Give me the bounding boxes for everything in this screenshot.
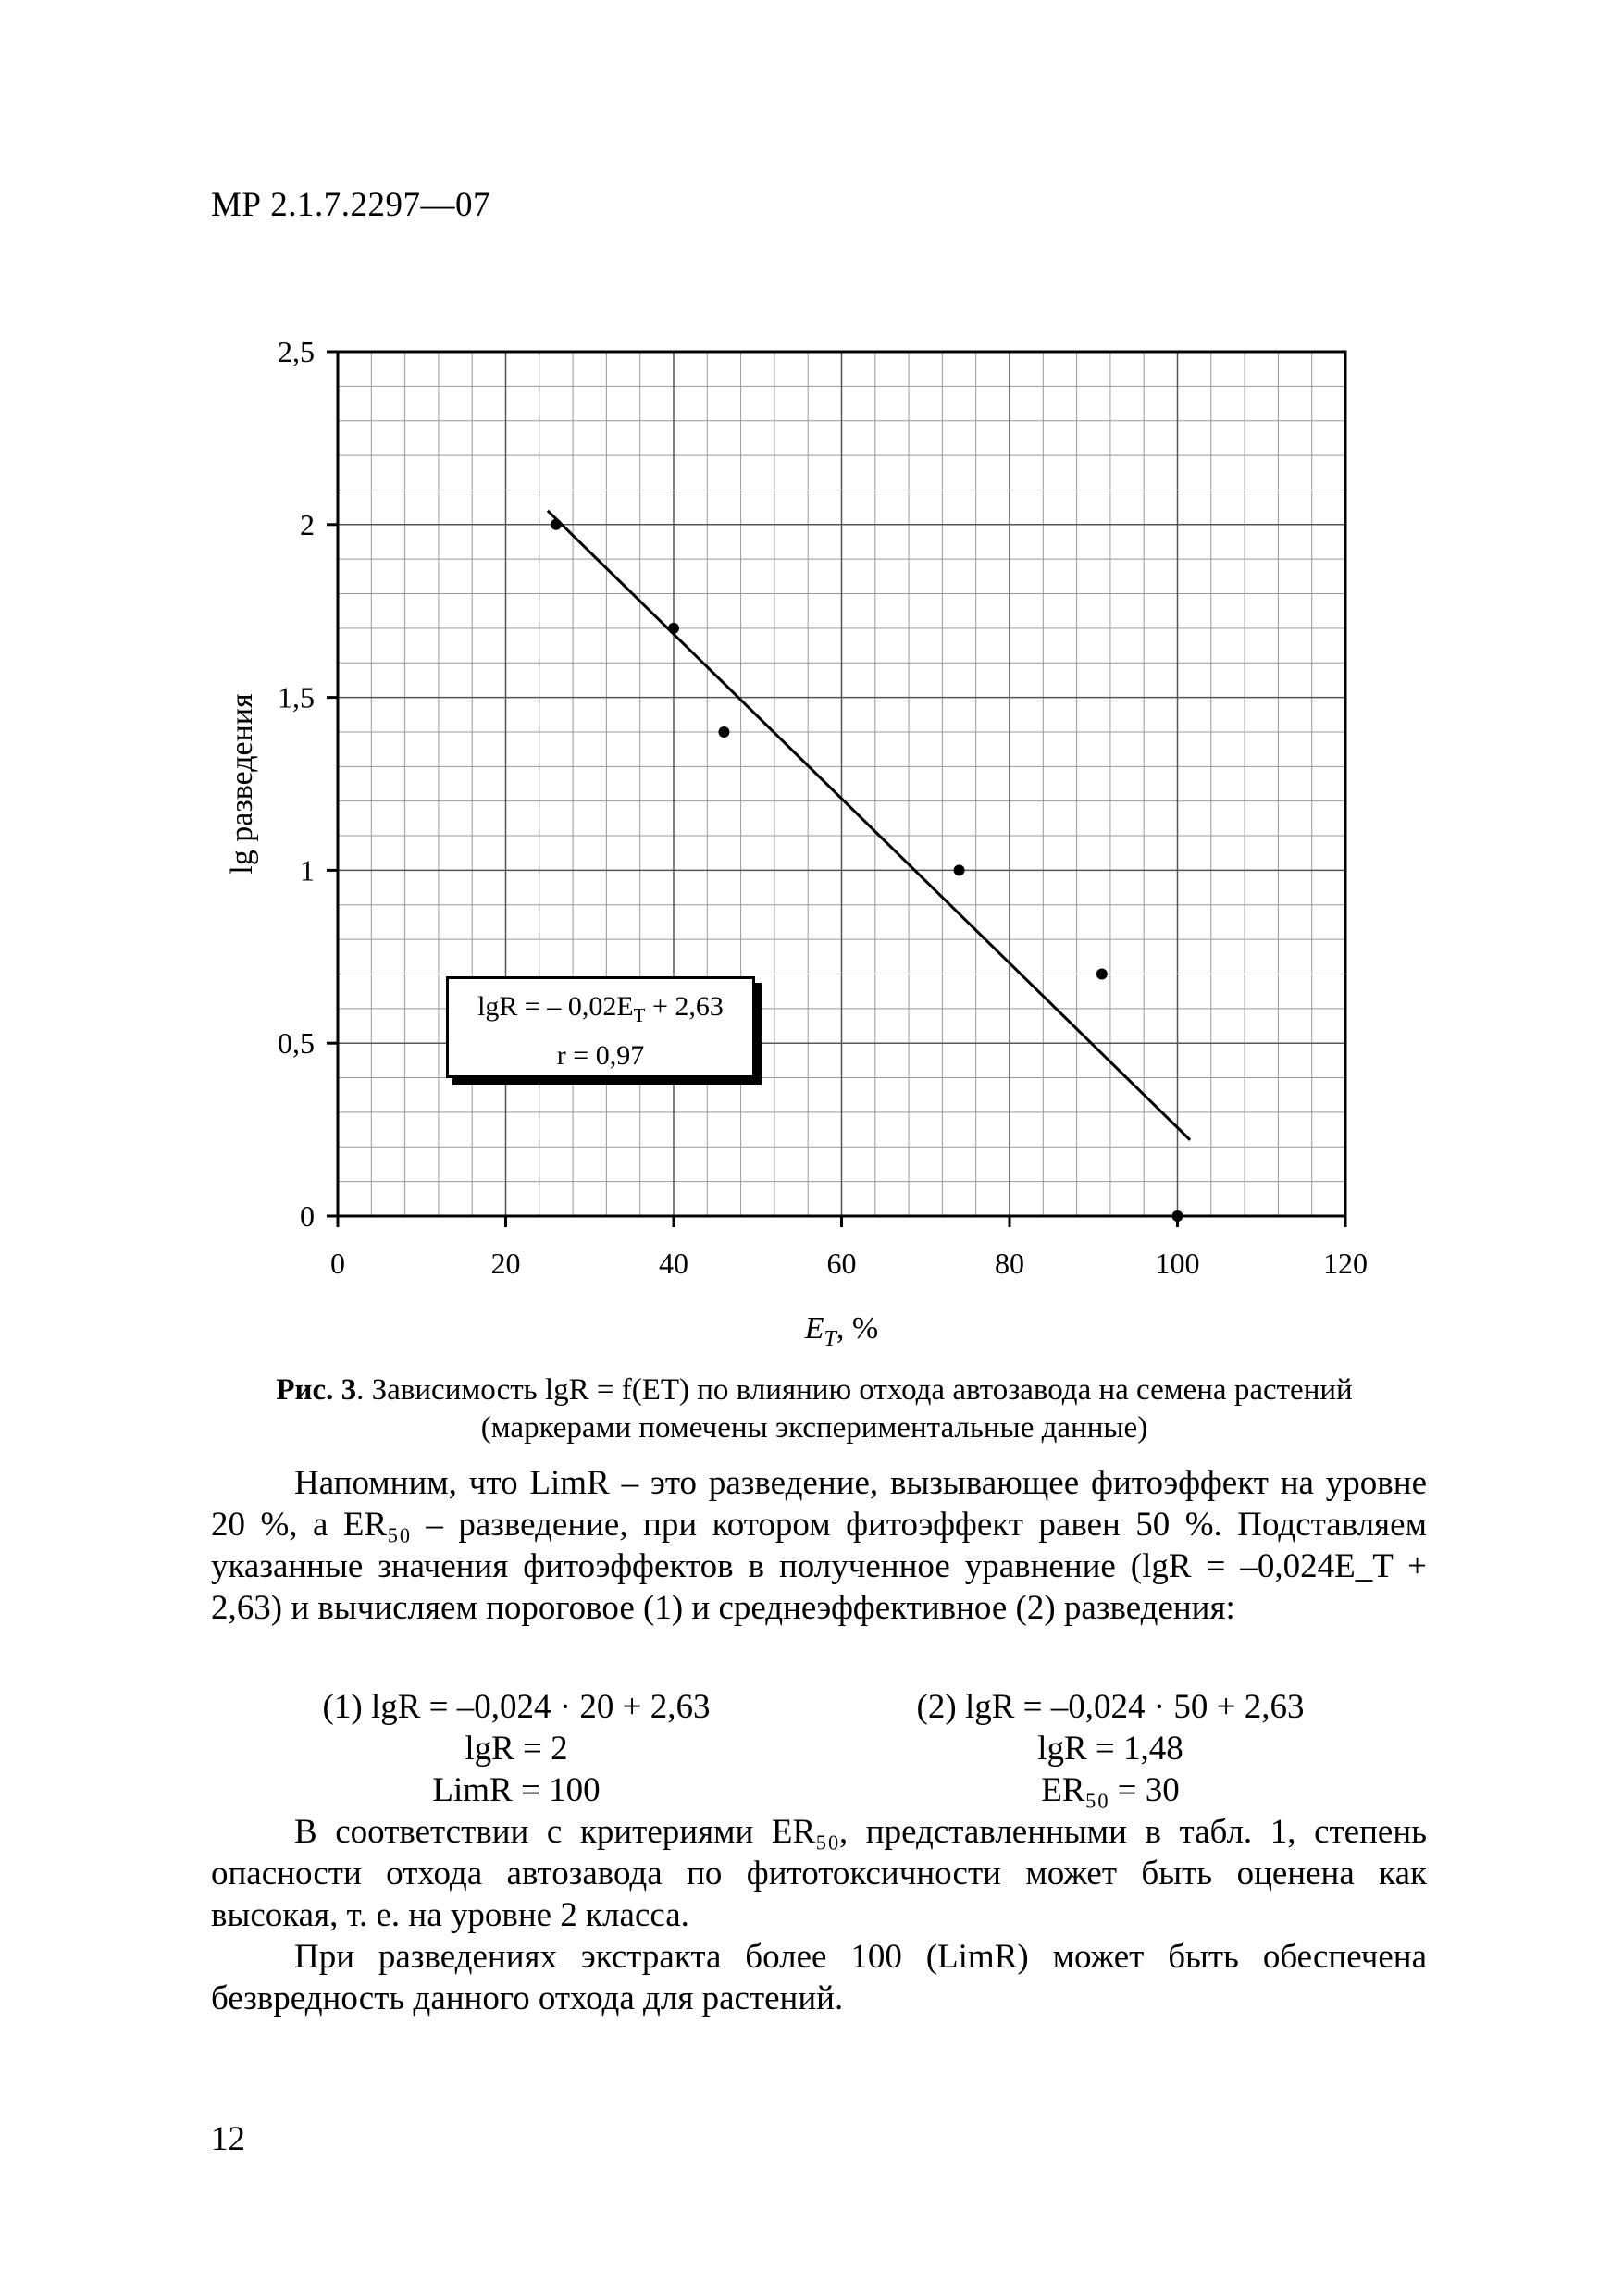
x-label-subscript: T <box>824 1327 836 1351</box>
x-tick-label: 40 <box>659 1247 688 1280</box>
y-axis-ticks <box>278 335 338 1233</box>
formula-line: (1) lgR = –0,024 · 20 + 2,63 <box>322 1688 711 1726</box>
equation-subscript: T <box>633 1004 646 1026</box>
y-axis-label: lg разведения <box>225 693 259 875</box>
figure-caption <box>259 1371 1369 1447</box>
caption-label: Рис. 3 <box>276 1373 357 1407</box>
formula-line: LimR = 100 <box>432 1771 601 1809</box>
paragraph-text: При разведениях экстракта более 100 (LimR) может быть обеспечена безвредность данного отхода для растений. <box>211 1938 1427 2017</box>
body-paragraph-1 <box>211 1462 1427 1629</box>
equation-text: lgR = – 0,02E <box>477 991 634 1022</box>
x-tick-label: 80 <box>995 1247 1024 1280</box>
formula-line: lgR = 2 <box>465 1730 568 1768</box>
y-tick-label: 1 <box>300 853 315 887</box>
correlation-line: r = 0,97 <box>556 1040 645 1071</box>
data-point <box>668 623 679 634</box>
y-tick-label: 2 <box>300 507 315 541</box>
x-tick-label: 20 <box>490 1247 521 1280</box>
data-point <box>551 519 562 530</box>
formula-column-left <box>322 1686 711 1811</box>
regression-equation-box <box>446 976 755 1078</box>
data-point <box>1172 1210 1183 1222</box>
document-header: МР 2.1.7.2297—07 <box>211 186 490 224</box>
x-tick-label: 120 <box>1323 1247 1368 1280</box>
caption-text: . Зависимость lgR = f(ET) по влиянию отхода автозавода на семена растений (маркерами помечены экспериментальные данные) <box>356 1373 1353 1445</box>
data-point <box>718 726 729 738</box>
x-label-var: E <box>804 1311 824 1346</box>
x-tick-label: 100 <box>1155 1247 1200 1280</box>
data-point <box>954 864 965 875</box>
formula-line: lgR = 1,48 <box>1037 1730 1183 1768</box>
x-axis-label <box>804 1311 878 1351</box>
chart-grid-major <box>338 352 1345 1216</box>
y-tick-label: 0,5 <box>278 1026 315 1061</box>
body-paragraphs-2-3 <box>211 1811 1427 2019</box>
y-tick-label: 1,5 <box>278 680 315 714</box>
formula-column-right <box>916 1686 1305 1811</box>
paragraph-text: В соответствии с критериями ER₅₀, представленными в табл. 1, степень опасности отхода автозавода по фитотоксичности может быть оценена как высокая, т. е. на уровне 2 класса. <box>211 1813 1427 1934</box>
x-tick-label: 0 <box>330 1247 345 1280</box>
paragraph-text: Напомним, что LimR – это разведение, вызывающее фитоэффект на уровне 20 %, а ER₅₀ – разведение, при котором фитоэффект равен 50 %. Подставляем указанные значения фитоэффектов в полученное уравнение (lgR = –0,024E_T + 2,63) и вычисляем пороговое (1) и среднеэффективное (2) разведения: <box>211 1464 1427 1627</box>
formula-line: (2) lgR = –0,024 · 50 + 2,63 <box>916 1688 1305 1726</box>
y-tick-label: 0 <box>300 1199 315 1233</box>
equation-tail: + 2,63 <box>645 991 724 1022</box>
x-label-unit: , % <box>836 1311 879 1346</box>
page-number: 12 <box>211 2120 245 2158</box>
equation-line <box>449 987 752 1036</box>
y-tick-label: 2,5 <box>278 335 315 368</box>
x-tick-label: 60 <box>826 1247 857 1280</box>
x-axis-ticks <box>330 1216 1368 1280</box>
formula-line: ER₅₀ = 30 <box>1041 1771 1180 1809</box>
data-point <box>1096 968 1108 979</box>
